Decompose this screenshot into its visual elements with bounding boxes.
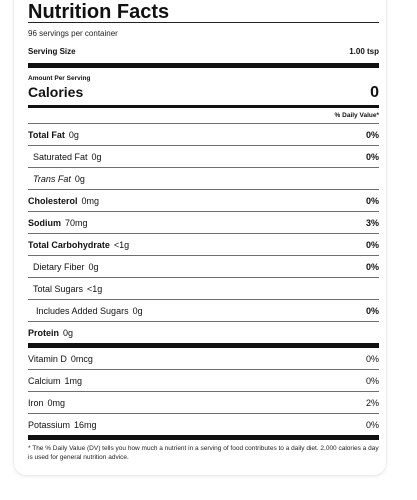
nutrient-name: Total Sugars: [33, 283, 84, 294]
nutrient-row-dietary-fiber: [28, 255, 379, 277]
label-title: Nutrition Facts: [28, 1, 170, 22]
vitamin-dv: 0%: [365, 375, 379, 386]
nutrient-dv: 0%: [365, 239, 379, 250]
nutrient-dv: 0%: [365, 261, 379, 272]
vitamin-name: Vitamin D: [28, 353, 67, 364]
servings-per-container: 96 servings per container: [28, 29, 118, 38]
nutrient-row-sodium: [28, 211, 379, 233]
nutrient-amount: 0g: [91, 151, 102, 162]
vitamin-name: Calcium: [28, 375, 61, 386]
nutrient-name: Cholesterol: [28, 195, 78, 206]
calories-row: [28, 84, 379, 102]
nutrient-amount: 0mg: [81, 195, 100, 206]
vitamin-amount: 16mg: [74, 419, 97, 430]
nutrient-dv: 0%: [365, 195, 379, 206]
serving-size-row: [28, 47, 379, 57]
calories-value: 0: [370, 84, 379, 101]
vitamin-amount: 0mg: [47, 397, 66, 408]
nutrient-dv: 0%: [365, 151, 379, 162]
nutrient-amount: <1g: [87, 283, 103, 294]
nutrient-row-total-carbohydrate: [28, 233, 379, 255]
nutrient-row-saturated-fat: [28, 145, 379, 167]
daily-value-header: % Daily Value*: [334, 112, 379, 119]
vitamin-row-potassium: [28, 413, 379, 435]
amount-per-serving: Amount Per Serving: [28, 75, 91, 82]
vitamin-row-calcium: [28, 369, 379, 391]
vitamin-amount: 0mcg: [70, 353, 93, 364]
serving-size-value: 1.00 tsp: [349, 47, 379, 56]
vitamin-name: Iron: [28, 397, 44, 408]
vitamin-dv: 0%: [365, 353, 379, 364]
nutrient-row-cholesterol: [28, 189, 379, 211]
nutrient-row-total-sugars: [28, 277, 379, 299]
medium-divider: [28, 105, 379, 108]
nutrition-facts-label: [28, 0, 379, 462]
vitamin-dv: 2%: [365, 397, 379, 408]
nutrient-name: Protein: [28, 327, 60, 338]
nutrient-dv: 0%: [365, 305, 379, 316]
nutrient-amount: <1g: [113, 239, 130, 250]
nutrient-name: Saturated Fat: [33, 151, 88, 162]
nutrient-name: Includes Added Sugars: [36, 305, 129, 316]
nutrient-row-protein: [28, 321, 379, 343]
nutrient-name: Trans Fat: [33, 173, 71, 184]
nutrient-name: Dietary Fiber: [33, 261, 85, 272]
nutrient-amount: 0g: [74, 173, 85, 184]
vitamin-dv: 0%: [365, 419, 379, 430]
nutrient-name: Sodium: [28, 217, 61, 228]
nutrient-amount: 0g: [63, 327, 74, 338]
nutrient-name: Total Carbohydrate: [28, 239, 110, 250]
nutrient-row-added-sugars: [28, 299, 379, 321]
thick-divider: [28, 63, 379, 68]
vitamin-name: Potassium: [28, 419, 71, 430]
title-divider: [28, 22, 379, 23]
nutrient-dv: 0%: [365, 129, 379, 140]
nutrient-name: Total Fat: [28, 129, 65, 140]
nutrient-amount: 0g: [132, 305, 143, 316]
vitamin-row-iron: [28, 391, 379, 413]
nutrient-amount: 0g: [68, 129, 79, 140]
nutrient-amount: 70mg: [65, 217, 88, 228]
vitamin-row-vitamin-d: [28, 348, 379, 369]
serving-size-label: Serving Size: [28, 47, 76, 56]
footnote-divider: [28, 435, 379, 440]
nutrition-card: [14, 0, 386, 475]
nutrient-amount: 0g: [88, 261, 99, 272]
nutrient-row-total-fat: [28, 123, 379, 145]
calories-label: Calories: [28, 84, 84, 100]
nutrient-row-trans-fat: [28, 167, 379, 189]
vitamin-amount: 1mg: [64, 375, 83, 386]
nutrient-dv: 3%: [365, 217, 379, 228]
daily-value-footnote: * The % Daily Value (DV) tells you how much a nutrient in a serving of food contributes to a daily diet. 2,000 calories a day is used for general nutrition advice.: [28, 445, 379, 461]
